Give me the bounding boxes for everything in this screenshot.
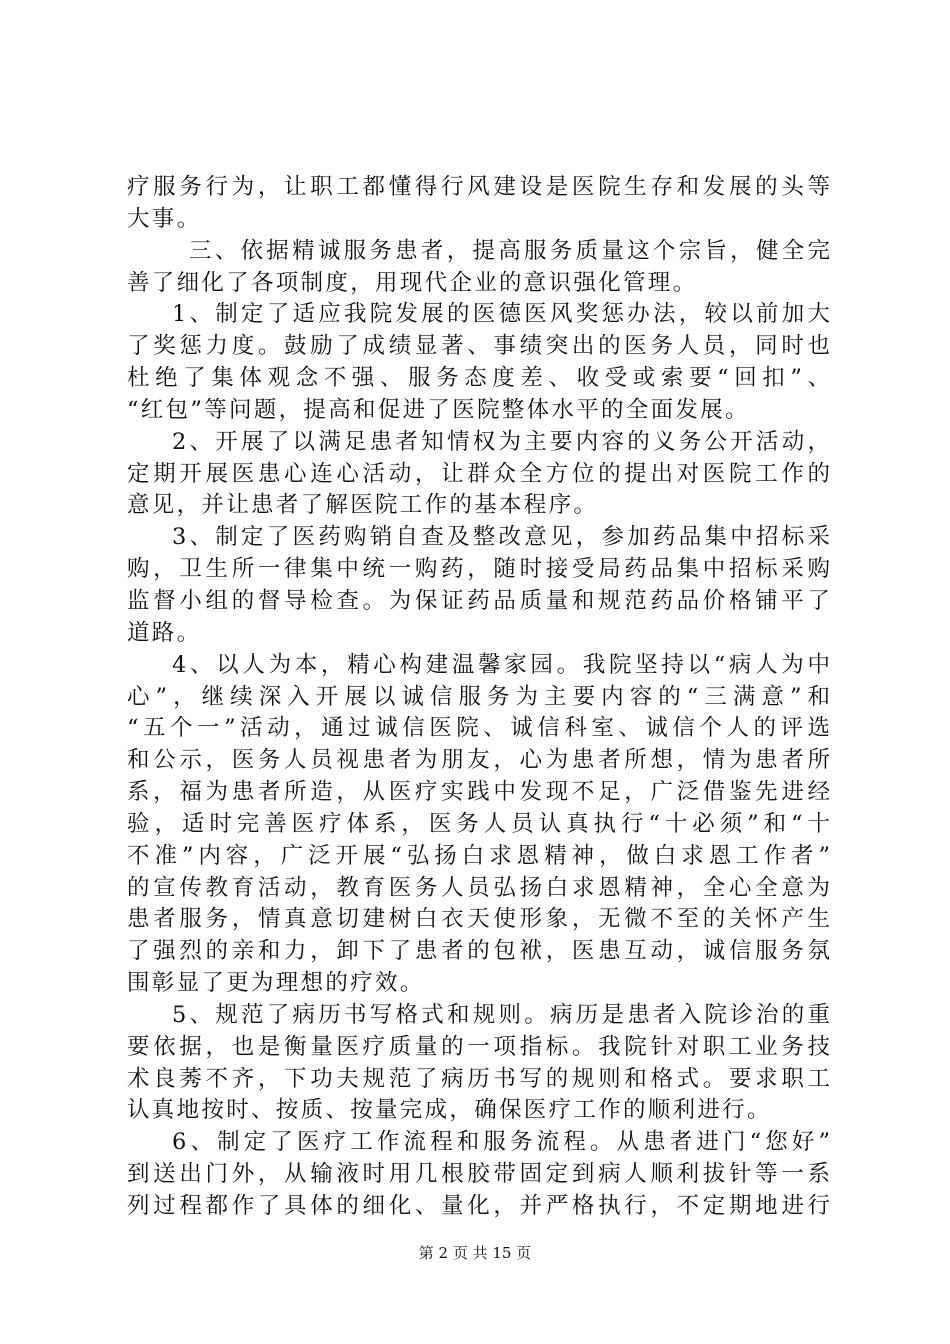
text-line: 列过程都作了具体的细化、量化，并严格执行，不定期地进行 (127, 1193, 830, 1219)
text-line: 术良莠不齐，下功夫规范了病历书写的规则和格式。要求职工 (127, 1065, 830, 1092)
text-line: 要依据，也是衡量医疗质量的一项指标。我院针对职工业务技 (127, 1033, 830, 1060)
text-line: 认真地按时、按质、按量完成，确保医疗工作的顺利进行。 (127, 1097, 772, 1124)
page-number-footer: 第 2 页 共 15 页 (418, 1244, 532, 1262)
text-line: 患者服务，情真意切建树白衣天使形象，无微不至的关怀产生 (127, 906, 830, 933)
text-line: 了奖惩力度。鼓励了成绩显著、事绩突出的医务人员，同时也 (127, 333, 830, 360)
list-item-start: 1、制定了适应我院发展的医德医风奖惩办法，较以前加大 (172, 301, 830, 328)
list-item-start: 4、以人为本，精心构建温馨家园。我院坚持以“病人为中 (172, 651, 830, 678)
text-line: 杜绝了集体观念不强、服务态度差、收受或索要“回扣”、 (127, 365, 830, 392)
text-line: 验，适时完善医疗体系，医务人员认真执行“十必须”和“十 (127, 810, 830, 837)
text-line: “红包”等问题，提高和促进了医院整体水平的全面发展。 (127, 396, 750, 423)
text-line: 到送出门外，从输液时用几根胶带固定到病人顺利拔针等一系 (127, 1161, 830, 1188)
text-line: 心”，继续深入开展以诚信服务为主要内容的“三满意”和 (127, 683, 830, 710)
text-line: 疗服务行为，让职工都懂得行风建设是医院生存和发展的头等 (127, 174, 830, 200)
text-line: “五个一”活动，通过诚信医院、诚信科室、诚信个人的评选 (127, 715, 830, 742)
list-item-start: 2、开展了以满足患者知情权为主要内容的义务公开活动， (172, 428, 830, 455)
section-heading: 三、依据精诚服务患者，提高服务质量这个宗旨，健全完 (189, 237, 830, 264)
list-item-start: 6、制定了医疗工作流程和服务流程。从患者进门“您好” (172, 1129, 830, 1156)
text-line: 善了细化了各项制度，用现代企业的意识强化管理。 (127, 269, 698, 296)
text-line: 和公示，医务人员视患者为朋友，心为患者所想，情为患者所 (127, 747, 830, 774)
text-line: 购，卫生所一律集中统一购药，随时接受局药品集中招标采购 (127, 556, 830, 583)
list-item-start: 5、规范了病历书写格式和规则。病历是患者入院诊治的重 (172, 1001, 830, 1028)
text-line: 定期开展医患心连心活动，让群众全方位的提出对医院工作的 (127, 460, 830, 487)
list-item-start: 3、制定了医药购销自查及整改意见，参加药品集中招标采 (172, 524, 830, 551)
text-line: 道路。 (127, 619, 202, 646)
text-line: 围彰显了更为理想的疗效。 (127, 970, 425, 997)
text-line: 意见，并让患者了解医院工作的基本程序。 (127, 492, 599, 519)
text-line: 不准”内容，广泛开展“弘扬白求恩精神，做白求恩工作者” (127, 842, 830, 869)
text-line: 大事。 (127, 205, 202, 232)
text-line: 系，福为患者所造，从医疗实践中发现不足，广泛借鉴先进经 (127, 779, 830, 806)
body-text (127, 172, 830, 1223)
text-line: 了强烈的亲和力，卸下了患者的包袱，医患互动，诚信服务氛 (127, 938, 830, 965)
text-line: 监督小组的督导检查。为保证药品质量和规范药品价格铺平了 (127, 587, 830, 614)
text-line: 的宣传教育活动，教育医务人员弘扬白求恩精神，全心全意为 (127, 874, 830, 901)
